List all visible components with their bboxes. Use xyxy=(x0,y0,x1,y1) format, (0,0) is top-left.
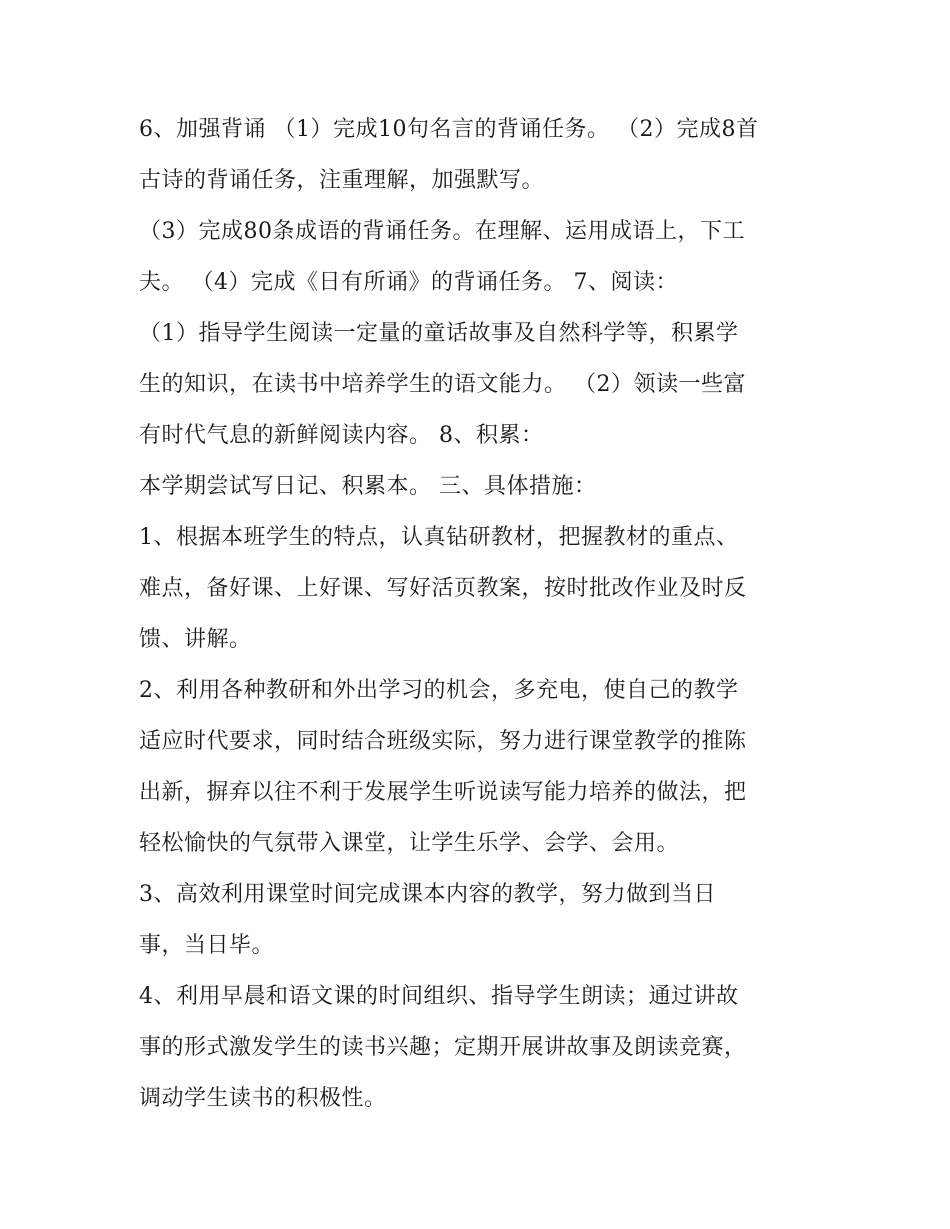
text-line: 本学期尝试写日记、积累本。 三、具体措施： xyxy=(139,474,597,499)
text-line: 出新，摒弃以往不利于发展学生听说读写能力培养的做法，把 xyxy=(139,780,747,805)
text-line: 1、根据本班学生的特点，认真钻研教材，把握教材的重点、 xyxy=(139,525,739,550)
text-line: 6、加强背诵 （1）完成10句名言的背诵任务。 （2）完成8首 xyxy=(139,117,759,142)
text-line: 2、利用各种教研和外出学习的机会，多充电，使自己的教学 xyxy=(139,678,739,703)
text-line: 事的形式激发学生的读书兴趣；定期开展讲故事及朗读竞赛， xyxy=(139,1035,747,1060)
text-line: 古诗的背诵任务，注重理解，加强默写。 xyxy=(139,168,545,193)
text-line: 有时代气息的新鲜阅读内容。 8、积累： xyxy=(139,423,544,448)
text-line: 馈、讲解。 xyxy=(139,627,252,652)
document-body xyxy=(139,104,819,1124)
text-line: 难点，备好课、上好课、写好活页教案，按时批改作业及时反 xyxy=(139,576,747,601)
text-line: 生的知识，在读书中培养学生的语文能力。 （2）领读一些富 xyxy=(139,372,746,397)
text-line: （1）指导学生阅读一定量的童话故事及自然科学等，积累学 xyxy=(139,321,739,346)
text-line: 4、利用早晨和语文课的时间组织、指导学生朗读；通过讲故 xyxy=(139,984,739,1009)
text-line: 夫。 （4）完成《日有所诵》的背诵任务。 7、阅读： xyxy=(139,270,678,295)
text-line: （3）完成80条成语的背诵任务。在理解、运用成语上，下工 xyxy=(139,219,745,244)
text-line: 适应时代要求，同时结合班级实际，努力进行课堂教学的推陈 xyxy=(139,729,747,754)
text-line: 3、高效利用课堂时间完成课本内容的教学，努力做到当日 xyxy=(139,882,716,907)
text-line: 调动学生读书的积极性。 xyxy=(139,1086,387,1111)
text-line: 轻松愉快的气氛带入课堂，让学生乐学、会学、会用。 xyxy=(139,831,680,856)
text-line: 事，当日毕。 xyxy=(139,933,275,958)
